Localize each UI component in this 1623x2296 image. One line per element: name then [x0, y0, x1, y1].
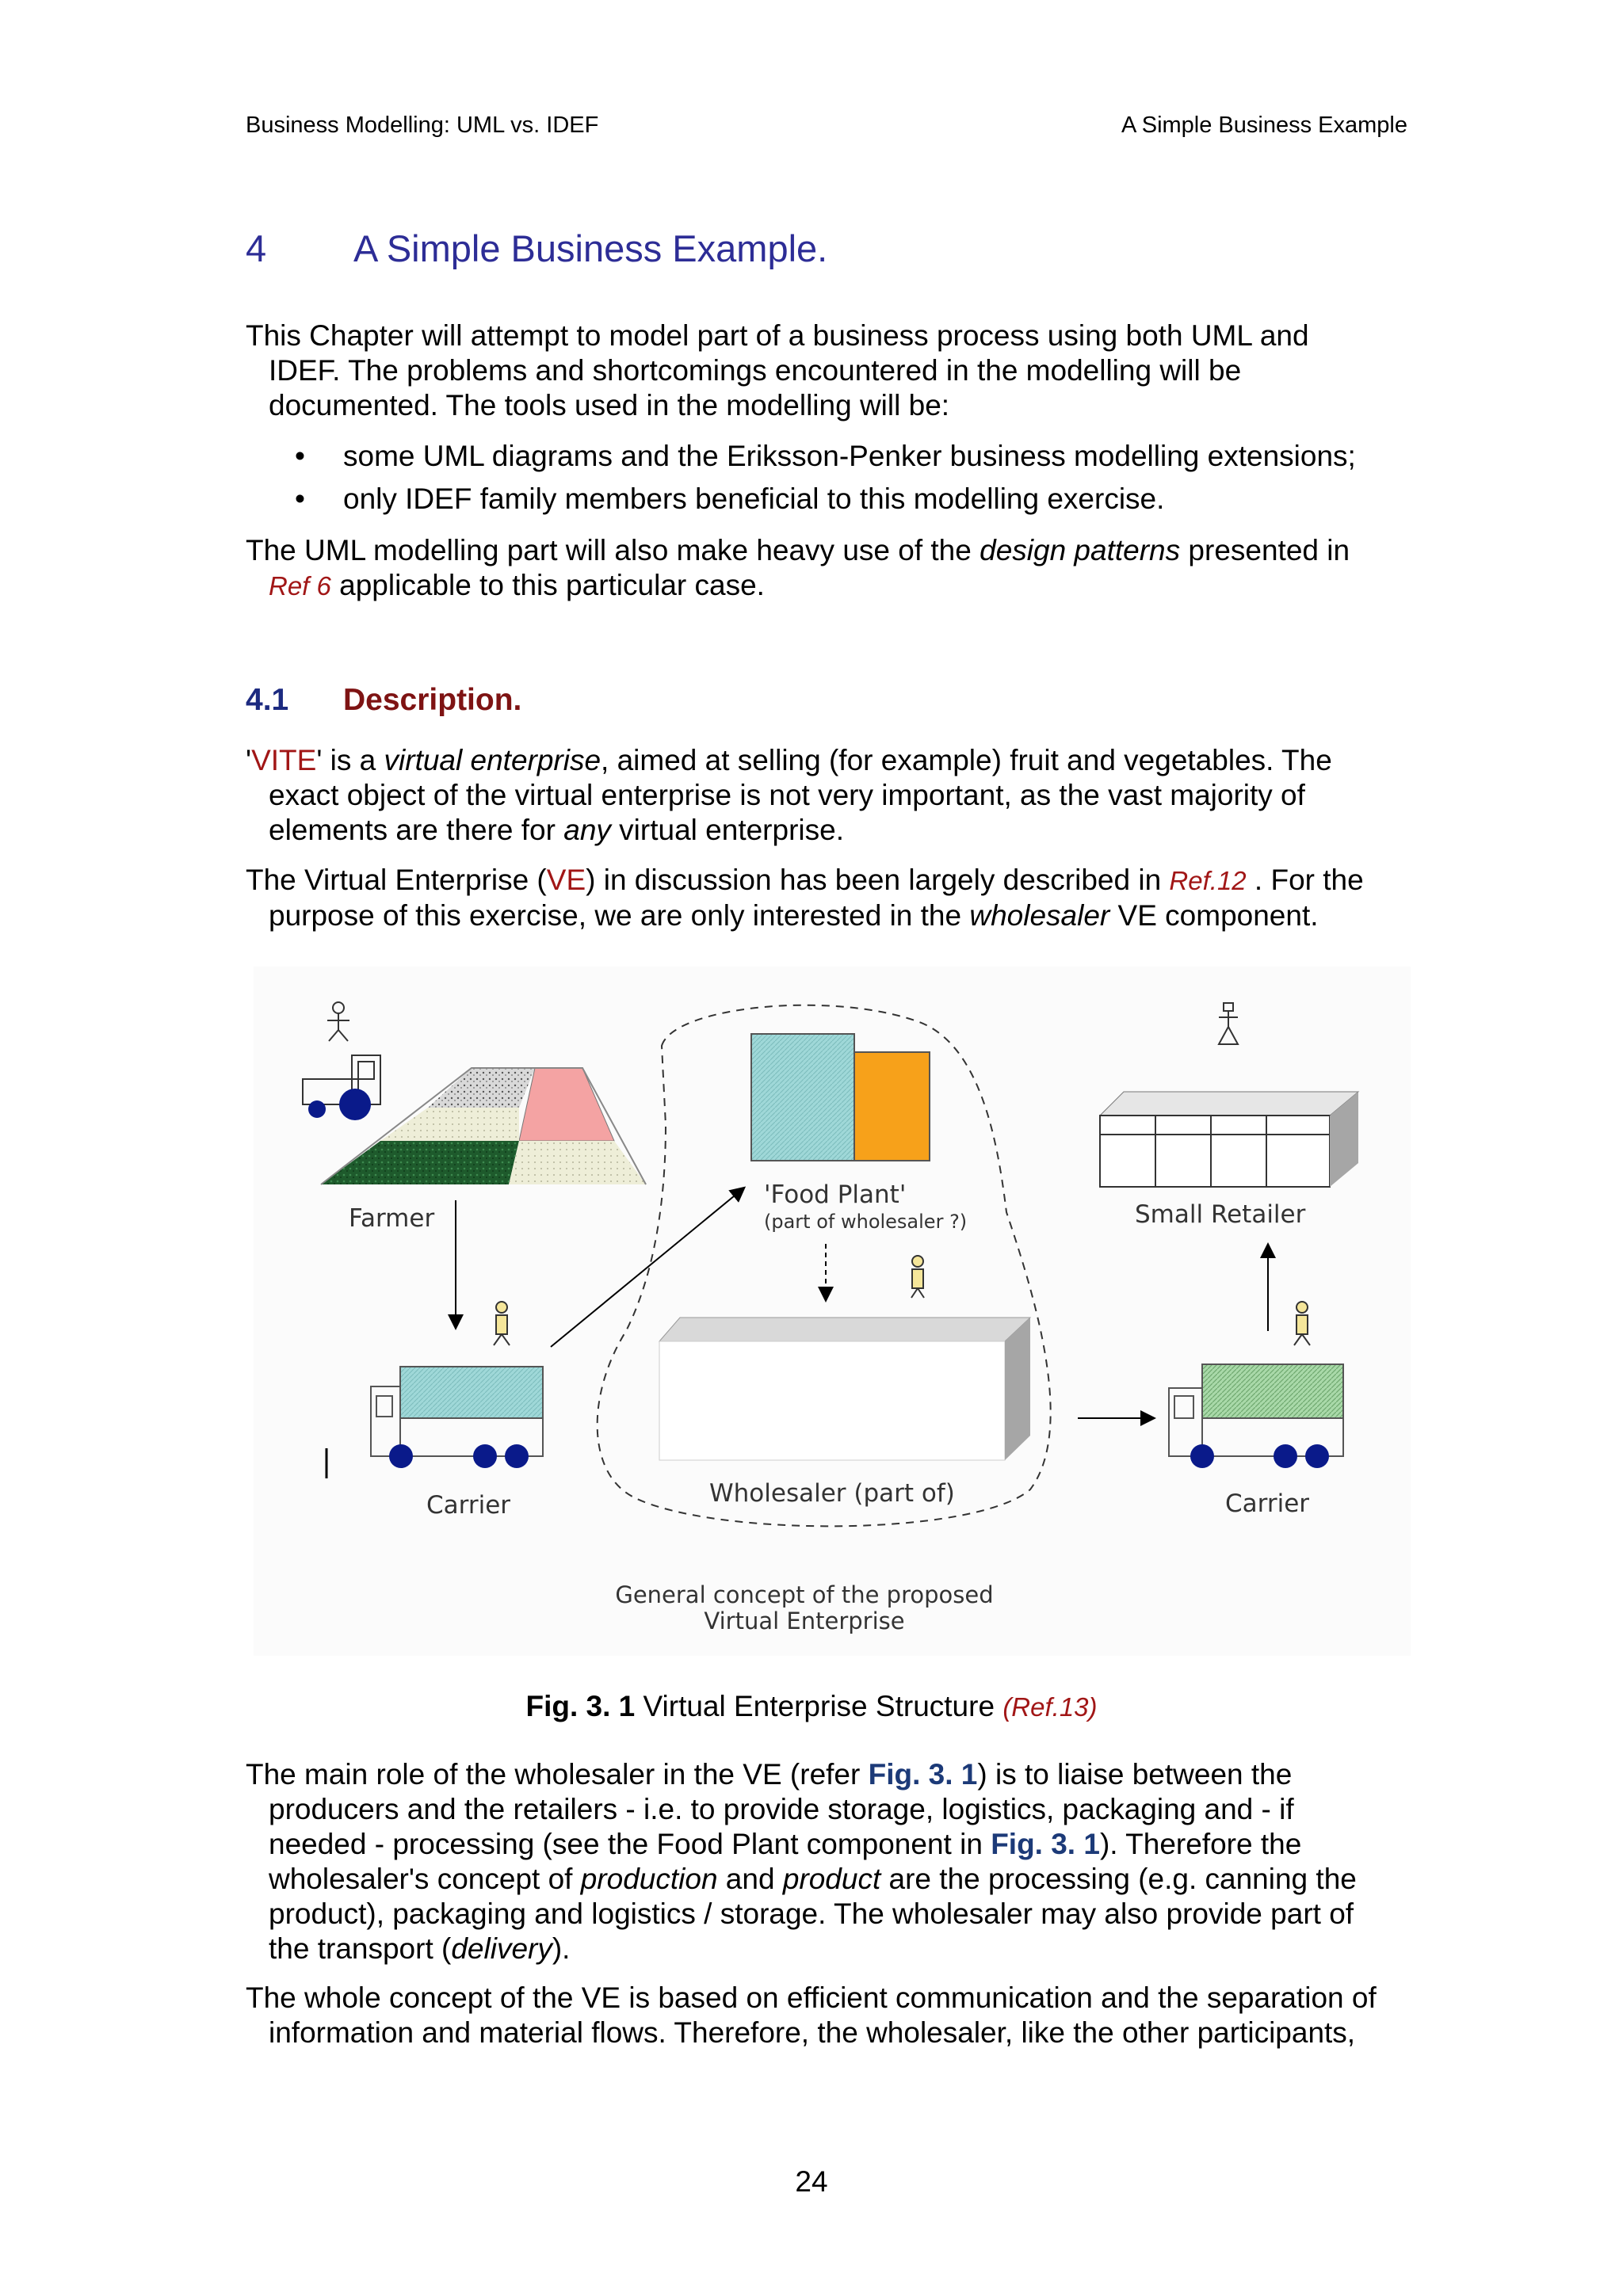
- section-number: 4.1: [246, 683, 289, 717]
- running-header-left: Business Modelling: UML vs. IDEF: [246, 113, 599, 138]
- uml-emphasis: design patterns: [980, 534, 1181, 566]
- concept-caption-line-1: General concept of the proposed: [615, 1581, 994, 1608]
- ref-6-link[interactable]: Ref 6: [269, 571, 331, 601]
- intro-paragraph: [246, 318, 1419, 423]
- carrier-right-label: Carrier: [1225, 1489, 1310, 1518]
- main-role-line4-c: are the processing (e.g. canning the: [880, 1863, 1357, 1895]
- desc2-text-a: The Virtual Enterprise (: [246, 864, 547, 896]
- carrier-left-label: Carrier: [426, 1491, 511, 1520]
- uml-paragraph: [246, 533, 1419, 604]
- bullet-dot-2: •: [295, 482, 305, 515]
- food-plant-icon: [751, 1034, 930, 1161]
- chapter-title: A Simple Business Example.: [353, 227, 828, 269]
- uml-text-1: The UML modelling part will also make heavy use of the: [246, 534, 980, 566]
- page-number: 24: [795, 2165, 828, 2198]
- intro-line-2: IDEF. The problems and shortcomings encountered in the modelling will be: [269, 354, 1242, 387]
- bullet-item-1: some UML diagrams and the Eriksson-Penker business modelling extensions;: [343, 440, 1356, 472]
- description-paragraph-2: [246, 863, 1419, 933]
- section-title: Description.: [343, 683, 522, 717]
- quote-mark: ': [246, 744, 252, 776]
- desc1-line3-em: any: [563, 814, 611, 846]
- uml-text-3: applicable to this particular case.: [330, 569, 765, 601]
- wholesaler-warehouse-icon: [659, 1318, 1030, 1460]
- whole-concept-line-1: The whole concept of the VE is based on efficient communication and the separation of: [246, 1981, 1377, 2014]
- concept-caption-line-2: Virtual Enterprise: [704, 1608, 905, 1634]
- ref-12-link[interactable]: Ref.12: [1169, 866, 1247, 895]
- figure-caption-text: Virtual Enterprise Structure: [635, 1690, 1003, 1722]
- figure-caption: [0, 1689, 1623, 1725]
- ve-term: VE: [546, 864, 586, 896]
- desc2-text-c: . For the: [1246, 864, 1364, 896]
- main-role-line3-a: needed - processing (see the Food Plant component in: [269, 1828, 991, 1860]
- description-paragraph-1: [246, 743, 1419, 848]
- main-role-line-2: producers and the retailers - i.e. to provide storage, logistics, packaging and - if: [269, 1793, 1294, 1825]
- desc1-line3-b: virtual enterprise.: [610, 814, 844, 846]
- bullet-dot-1: •: [295, 440, 305, 472]
- main-role-line-5: product), packaging and logistics / storage. The wholesaler may also provide part of: [269, 1897, 1354, 1930]
- main-role-paragraph: [246, 1757, 1419, 1966]
- desc2-line2-b: VE component.: [1109, 899, 1319, 932]
- desc1-line-2: exact object of the virtual enterprise is not very important, as the vast majority of: [269, 779, 1305, 811]
- desc1-emphasis: virtual enterprise: [384, 744, 601, 776]
- main-role-line1-b: ) is to liaise between the: [977, 1758, 1293, 1791]
- farmer-label: Farmer: [349, 1204, 435, 1233]
- main-role-line6-a: the transport (: [269, 1932, 452, 1965]
- uml-text-2: presented in: [1180, 534, 1350, 566]
- food-plant-sublabel: (part of wholesaler ?): [764, 1211, 968, 1233]
- bullet-item-2: only IDEF family members beneficial to this modelling exercise.: [343, 482, 1165, 515]
- ref-13-link[interactable]: (Ref.13): [1002, 1692, 1098, 1722]
- virtual-enterprise-figure: [254, 967, 1411, 1656]
- main-role-line3-b: ). Therefore the: [1099, 1828, 1302, 1860]
- main-role-line4-a: wholesaler's concept of: [269, 1863, 581, 1895]
- vite-term: VITE: [251, 744, 317, 776]
- main-role-production: production: [580, 1863, 718, 1895]
- fig-ref-link-2[interactable]: Fig. 3. 1: [991, 1828, 1100, 1860]
- running-header-right: A Simple Business Example: [1121, 113, 1407, 138]
- desc2-line2-a: purpose of this exercise, we are only interested in the: [269, 899, 970, 932]
- desc1-text-a: ' is a: [316, 744, 384, 776]
- food-plant-label: 'Food Plant': [764, 1180, 907, 1209]
- whole-concept-line-2: information and material flows. Therefore, the wholesaler, like the other participants,: [269, 2016, 1356, 2049]
- intro-line-3: documented. The tools used in the modelling will be:: [269, 389, 950, 421]
- main-role-line6-b: ).: [552, 1932, 571, 1965]
- desc1-line3-a: elements are there for: [269, 814, 564, 846]
- whole-concept-paragraph: [246, 1981, 1434, 2050]
- small-retailer-shop-icon: [1100, 1092, 1358, 1187]
- desc2-line2-em: wholesaler: [969, 899, 1110, 932]
- main-role-line1-a: The main role of the wholesaler in the VE (refer: [246, 1758, 869, 1791]
- desc2-text-b: ) in discussion has been largely described in: [586, 864, 1170, 896]
- main-role-product: product: [782, 1863, 881, 1895]
- intro-line-1: This Chapter will attempt to model part of a business process using both UML and: [246, 319, 1309, 352]
- main-role-line4-b: and: [717, 1863, 783, 1895]
- chapter-number: 4: [246, 227, 267, 269]
- small-retailer-label: Small Retailer: [1135, 1200, 1306, 1229]
- wholesaler-label: Wholesaler (part of): [709, 1479, 955, 1508]
- fig-ref-link-1[interactable]: Fig. 3. 1: [868, 1758, 978, 1791]
- main-role-delivery: delivery: [451, 1932, 552, 1965]
- desc1-text-b: , aimed at selling (for example) fruit and vegetables. The: [601, 744, 1332, 776]
- figure-caption-number: Fig. 3. 1: [525, 1690, 636, 1722]
